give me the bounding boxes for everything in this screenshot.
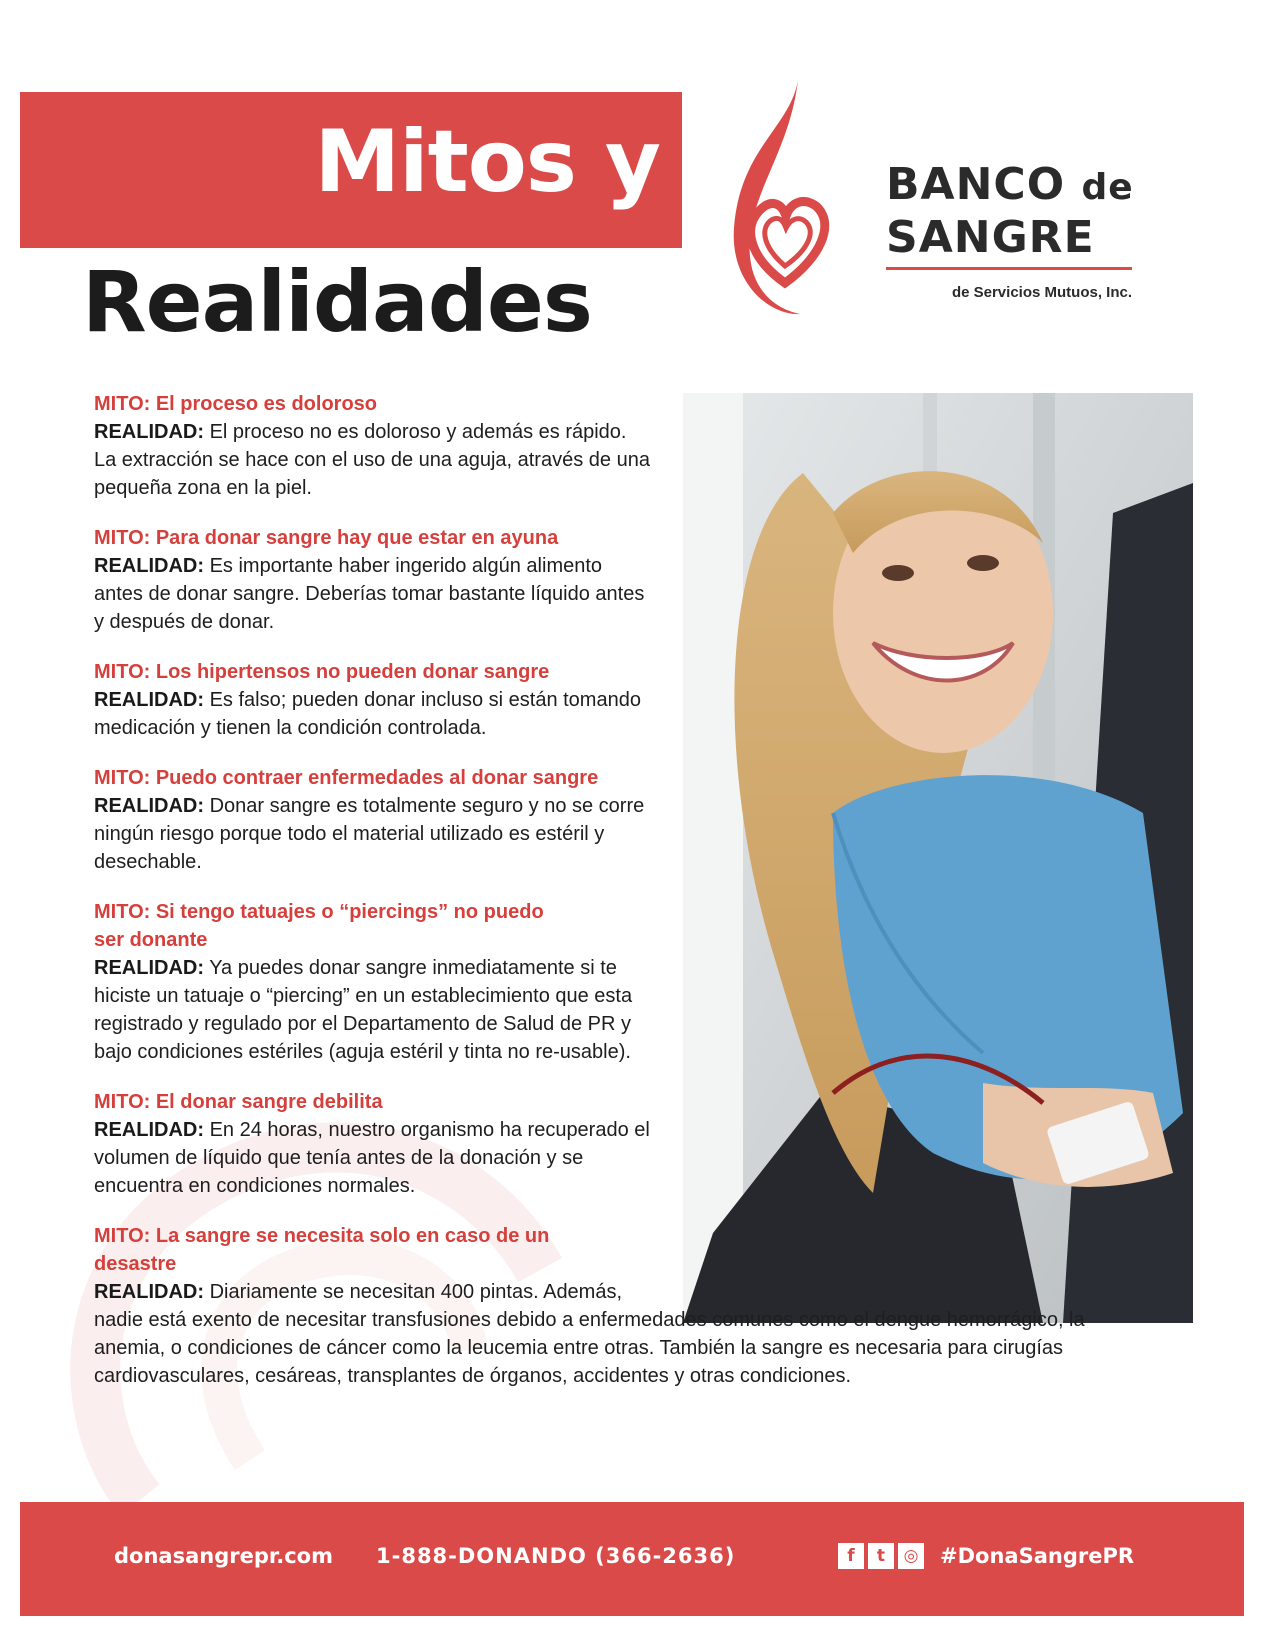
logo-line3: de Servicios Mutuos, Inc. [951, 284, 1132, 301]
myth-heading: MITO: Para donar sangre hay que estar en ayuna [94, 527, 559, 549]
reality-text: REALIDAD: Ya puedes donar sangre inmediatamente si te hiciste un tatuaje o “piercing” en un establecimiento que esta registrado y regulado por el Departamento de Salud de PR y bajo condiciones estériles (aguja estéril y tinta no re-usable). [94, 957, 633, 1063]
myth-heading: MITO: La sangre se necesita solo en caso de un desastre [94, 1225, 550, 1275]
list-item [94, 1088, 1154, 1200]
hashtag: #DonaSangrePR [940, 1544, 1135, 1568]
reality-text-continued: nadie está exento de necesitar transfusiones debido a enfermedades comunes como el dengue hemorrágico, la anemia, o condiciones de cáncer como la leucemia entre otras. También la sangre es necesaria para cirugías cardiovasculares, cesáreas, transplantes de órganos, accidentes y otras condiciones. [94, 1309, 1085, 1387]
myth-heading: MITO: Los hipertensos no pueden donar sangre [94, 661, 550, 683]
myth-heading: MITO: El proceso es doloroso [94, 393, 378, 415]
facebook-icon[interactable]: f [838, 1543, 864, 1569]
instagram-icon[interactable]: ◎ [898, 1543, 924, 1569]
myth-heading: MITO: El donar sangre debilita [94, 1091, 383, 1113]
blood-drop-heart-logo-icon [720, 78, 850, 318]
myth-heading: MITO: Puedo contraer enfermedades al donar sangre [94, 767, 599, 789]
logo-line2: SANGRE [886, 213, 1132, 270]
page-title-line2: Realidades [82, 253, 592, 351]
website-link[interactable]: donasangrepr.com [114, 1544, 333, 1568]
reality-text: REALIDAD: Donar sangre es totalmente seguro y no se corre ningún riesgo porque todo el material utilizado es estéril y desechable. [94, 795, 645, 873]
logo-wordmark [886, 160, 1132, 301]
list-item [94, 1222, 1154, 1390]
list-item [94, 898, 1154, 1066]
logo-line1: BANCO de [886, 159, 1134, 210]
myth-heading: MITO: Si tengo tatuajes o “piercings” no puedo ser donante [94, 901, 544, 951]
list-item [94, 764, 1154, 876]
list-item [94, 658, 1154, 742]
list-item [94, 524, 1154, 636]
reality-text: REALIDAD: El proceso no es doloroso y además es rápido. La extracción se hace con el uso de una aguja, através de una pequeña zona en la piel. [94, 421, 650, 499]
twitter-icon[interactable]: t [868, 1543, 894, 1569]
reality-text: REALIDAD: Es importante haber ingerido algún alimento antes de donar sangre. Deberías tomar bastante líquido antes y después de donar. [94, 555, 645, 633]
reality-text: REALIDAD: Es falso; pueden donar incluso si están tomando medicación y tienen la condición controlada. [94, 689, 641, 739]
social-icons [838, 1543, 924, 1569]
reality-text: REALIDAD: Diariamente se necesitan 400 pintas. Además, [94, 1281, 623, 1303]
phone-number: 1-888-DONANDO (366-2636) [376, 1544, 736, 1568]
page-title-line1: Mitos y [314, 112, 660, 212]
reality-text: REALIDAD: En 24 horas, nuestro organismo ha recuperado el volumen de líquido que tenía antes de la donación y se encuentra en condiciones normales. [94, 1119, 650, 1197]
list-item [94, 390, 1154, 502]
myths-list [94, 390, 1154, 1412]
